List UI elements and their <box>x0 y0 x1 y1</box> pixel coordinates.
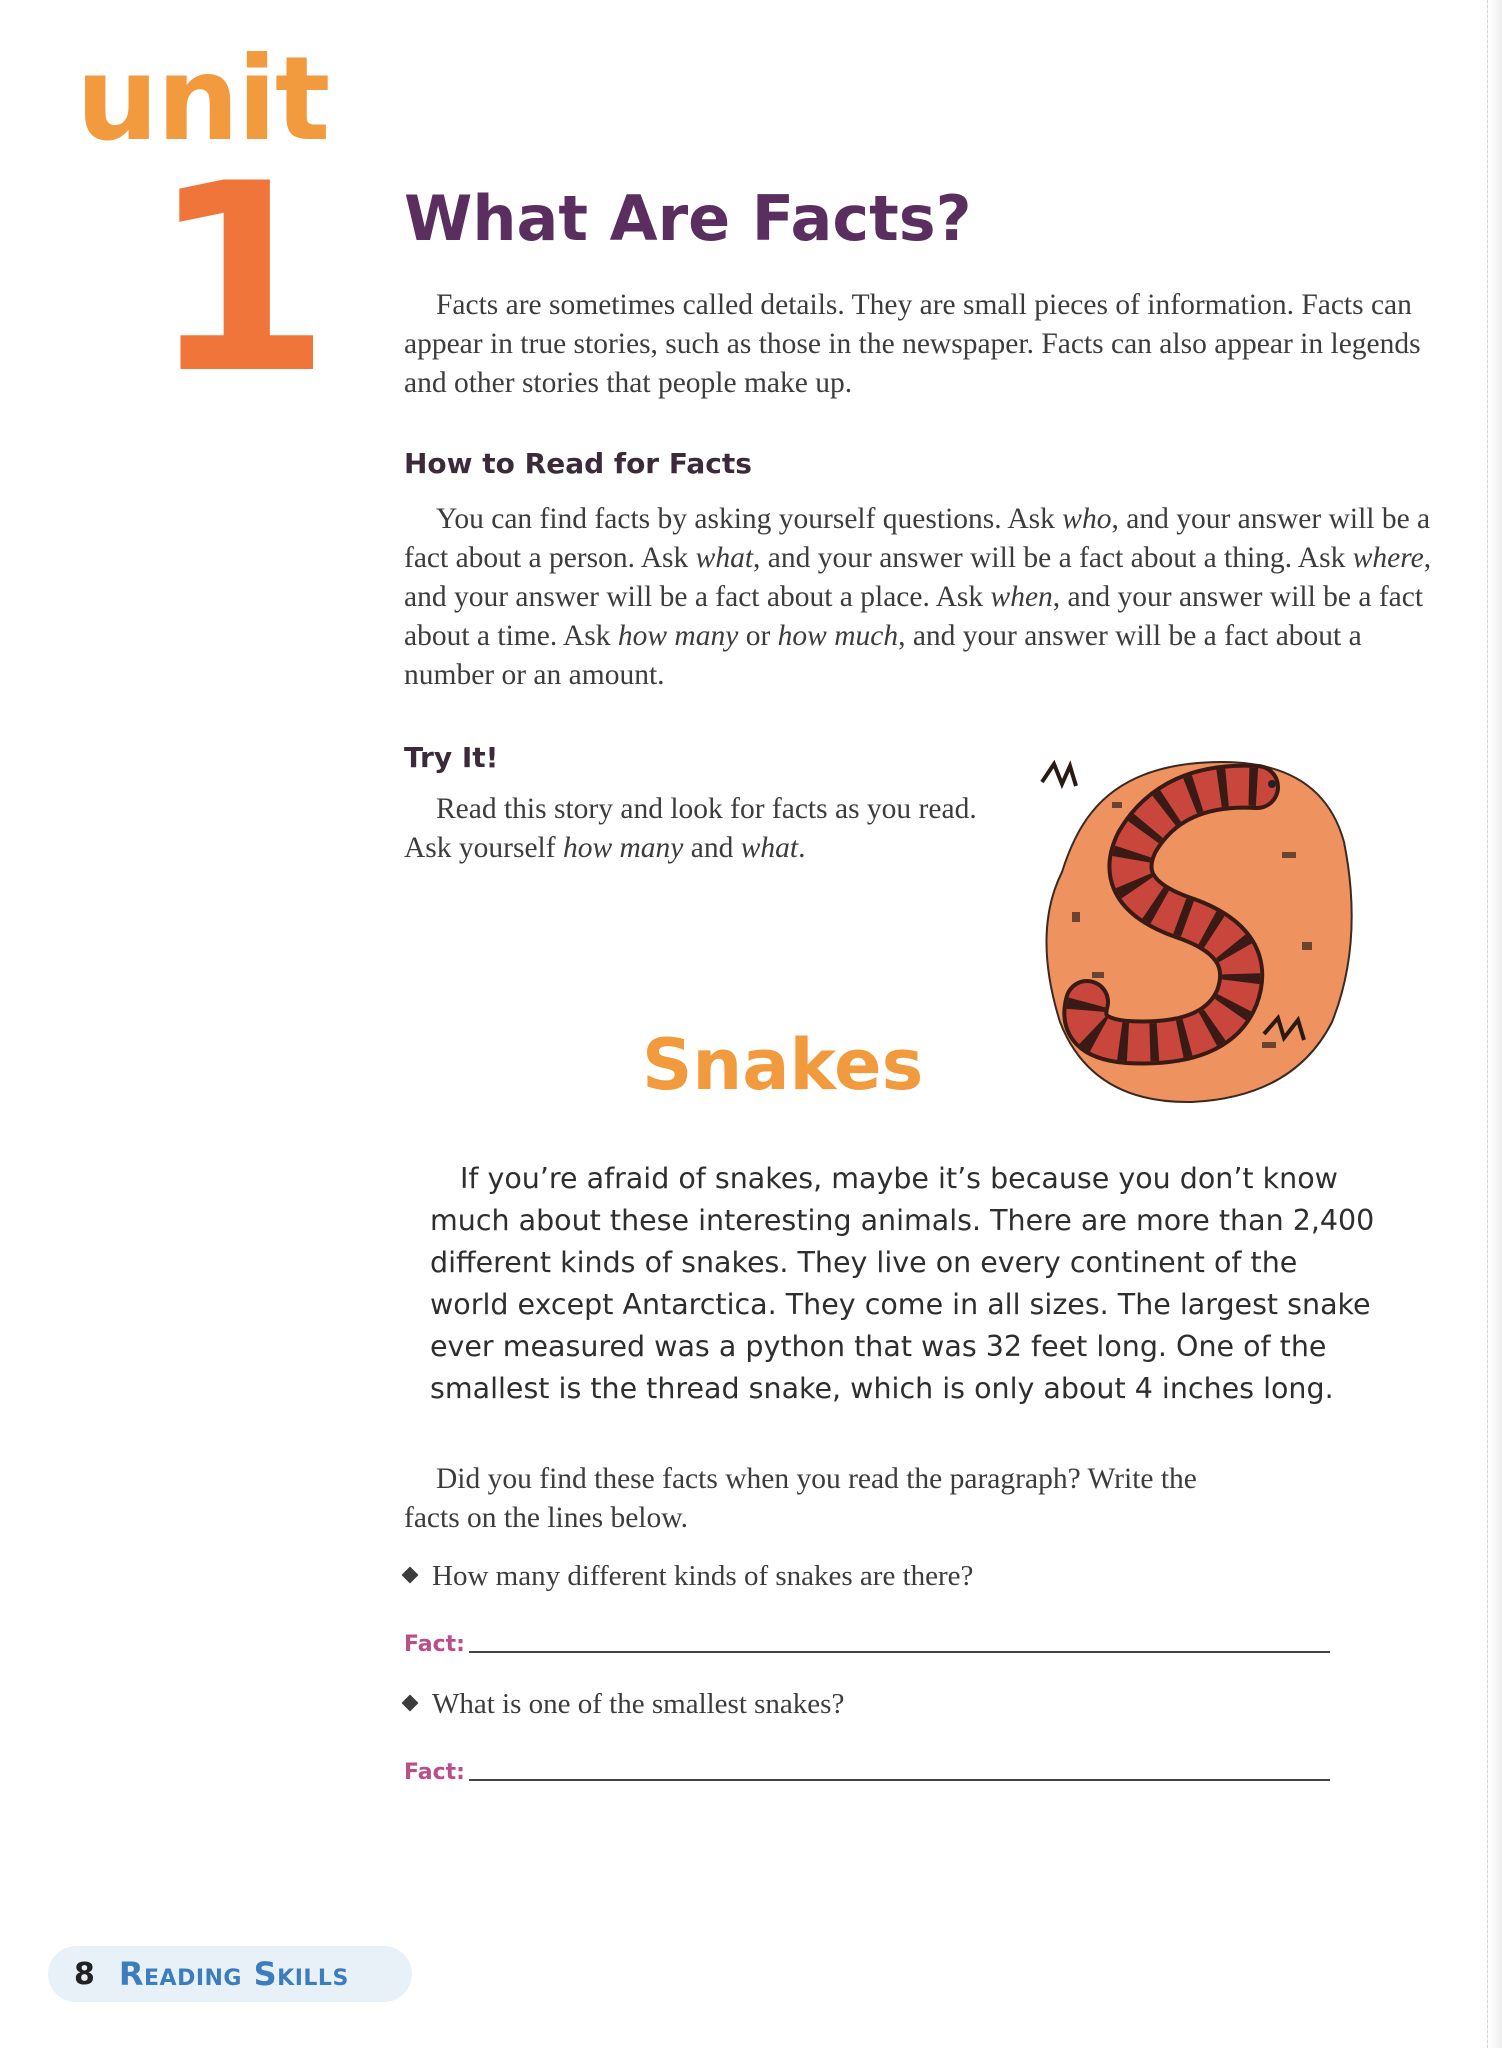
bullet-diamond-icon <box>402 1567 419 1584</box>
unit-number: 1 <box>150 129 331 431</box>
fact-answer-1[interactable] <box>404 1622 1330 1656</box>
how-to-paragraph: You can find facts by asking yourself questions. Ask who, and your answer will be a fact about a person. Ask what, and your answer will be a fact about a thing. Ask where, and your answer will be a fact about a place. Ask when, and your answer will be a fact about a time. Ask how many or how much, and your answer will be a fact about a number or an amount. <box>404 503 1432 691</box>
snake-illustration <box>1032 742 1362 1114</box>
story-title: Snakes <box>642 1024 924 1106</box>
question-1: How many different kinds of snakes are there? <box>404 1562 973 1591</box>
followup-paragraph: Did you find these facts when you read the paragraph? Write the facts on the lines below. <box>404 1463 1197 1534</box>
how-to-heading: How to Read for Facts <box>404 447 752 480</box>
fact-label: Fact: <box>404 1632 465 1657</box>
question-2: What is one of the smallest snakes? <box>404 1690 844 1719</box>
fact-label: Fact: <box>404 1760 465 1785</box>
try-it-heading: Try It! <box>404 741 499 774</box>
try-it-paragraph: Read this story and look for facts as you read. Ask yourself how many and what. <box>404 793 977 864</box>
page-footer <box>48 1946 412 2002</box>
unit-label: unit <box>76 32 329 167</box>
page-edge <box>1487 0 1502 2048</box>
fact-answer-2[interactable] <box>404 1750 1330 1784</box>
bullet-diamond-icon <box>402 1695 419 1712</box>
page-title: What Are Facts? <box>404 182 972 255</box>
answer-line[interactable] <box>469 1779 1330 1781</box>
story-paragraph: If you’re afraid of snakes, maybe it’s because you don’t know much about these interesting animals. There are more than 2,400 different kinds of snakes. They live on every continent of the world except Antarctica. They come in all sizes. The largest snake ever measured was a python that was 32 feet long. One of the smallest is the thread snake, which is only about 4 inches long. <box>430 1162 1375 1405</box>
page-number: 8 <box>74 1956 95 1992</box>
answer-line[interactable] <box>469 1651 1330 1653</box>
book-title: Reading Skills <box>118 1955 349 1993</box>
intro-paragraph: Facts are sometimes called details. They are small pieces of information. Facts can appear in true stories, such as those in the newspaper. Facts can also appear in legends and other stories that people make up. <box>404 289 1421 399</box>
